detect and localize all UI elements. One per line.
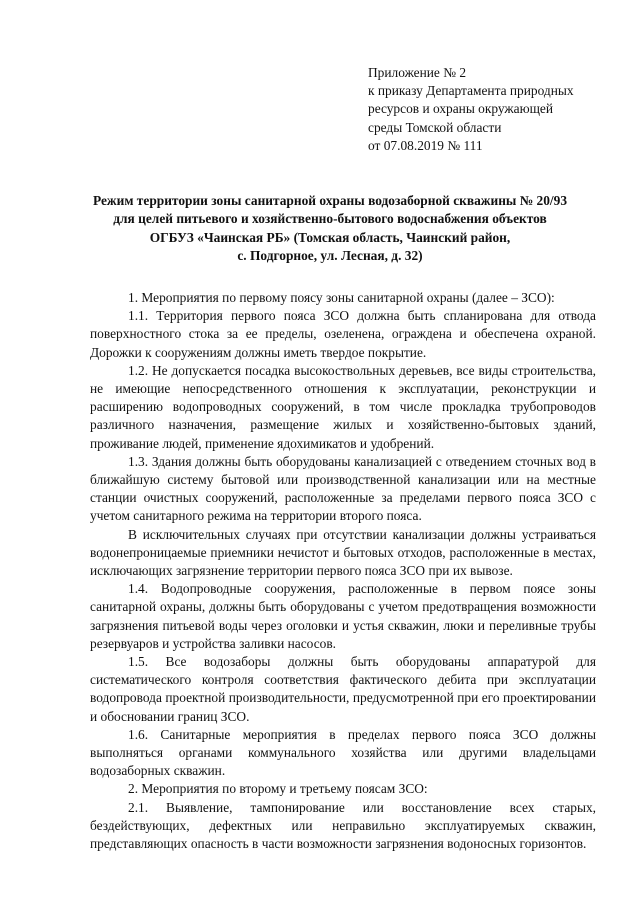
paragraph-1-3: 1.3. Здания должны быть оборудованы канализацией с отведением сточных вод в ближайшую систему бытовой или производственной канализации или на местные станции очистных сооружений, расположенные за пределами первого пояса ЗСО с учетом санитарного режима на территории второго пояса. [90,453,596,524]
section-heading-1: 1. Мероприятия по первому поясу зоны санитарной охраны (далее – ЗСО): [128,290,555,305]
title-line: для целей питьевого и хозяйственно-бытового водоснабжения объектов [113,211,547,227]
appendix-header [368,64,574,155]
paragraph-1-6: 1.6. Санитарные мероприятия в пределах первого пояса ЗСО должны выполняться органами коммунального хозяйства или другими владельцами водозаборных скважин. [90,726,596,779]
title-line: с. Подгорное, ул. Лесная, д. 32) [237,248,423,264]
appendix-line: от 07.08.2019 № 111 [368,137,483,153]
appendix-line: к приказу Департамента природных [368,83,574,99]
title-line: Режим территории зоны санитарной охраны водозаборной скважины № 20/93 [92,193,568,208]
paragraph-1-2: 1.2. Не допускается посадка высокоствольных деревьев, все виды строительства, не имеющие непосредственного отношения к эксплуатации, реконструкции и расширению водопроводных сооружений, в том числе прокладка трубопроводов различного назначения, размещение жилых и хозяйственно-бытовых зданий, проживание людей, применение ядохимикатов и удобрений. [90,362,596,451]
appendix-line: ресурсов и охраны окружающей [368,101,554,117]
paragraph-1-5: 1.5. Все водозаборы должны быть оборудованы аппаратурой для систематического контроля соответствия фактического дебита при эксплуатации водопровода проектной производительности, предусмотренной при его проектировании и обосновании границ ЗСО. [90,654,596,724]
document-body [90,289,596,853]
section-heading-2: 2. Мероприятия по второму и третьему поясам ЗСО: [128,781,428,797]
paragraph-1-4: 1.4. Водопроводные сооружения, расположенные в первом поясе зоны санитарной охраны, должны быть оборудованы с учетом предотвращения возможности загрязнения питьевой воды через оголовки и устья скважин, люки и переливные трубы резервуаров и устройства заливки насосов. [90,581,596,651]
appendix-line: Приложение № 2 [368,65,467,80]
paragraph-2-1: 2.1. Выявление, тампонирование или восстановление всех старых, бездействующих, дефектных или неправильно эксплуатируемых скважин, представляющих опасность в части возможности загрязнения водоносных горизонтов. [90,799,596,852]
document-title [70,192,590,266]
paragraph-1-3-exception: В исключительных случаях при отсутствии канализации должны устраиваться водонепроницаемые приемники нечистот и бытовых отходов, расположенные в местах, исключающих загрязнение территории первого пояса ЗСО при их вывозе. [90,526,596,579]
paragraph-1-1: 1.1. Территория первого пояса ЗСО должна быть спланирована для отвода поверхностного стока за ее пределы, озеленена, ограждена и обеспечена охраной. Дорожки к сооружениям должны иметь твердое покрытие. [90,308,596,360]
appendix-line: среды Томской области [368,119,502,135]
title-line: ОГБУЗ «Чаинская РБ» (Томская область, Чаинский район, [149,229,511,245]
